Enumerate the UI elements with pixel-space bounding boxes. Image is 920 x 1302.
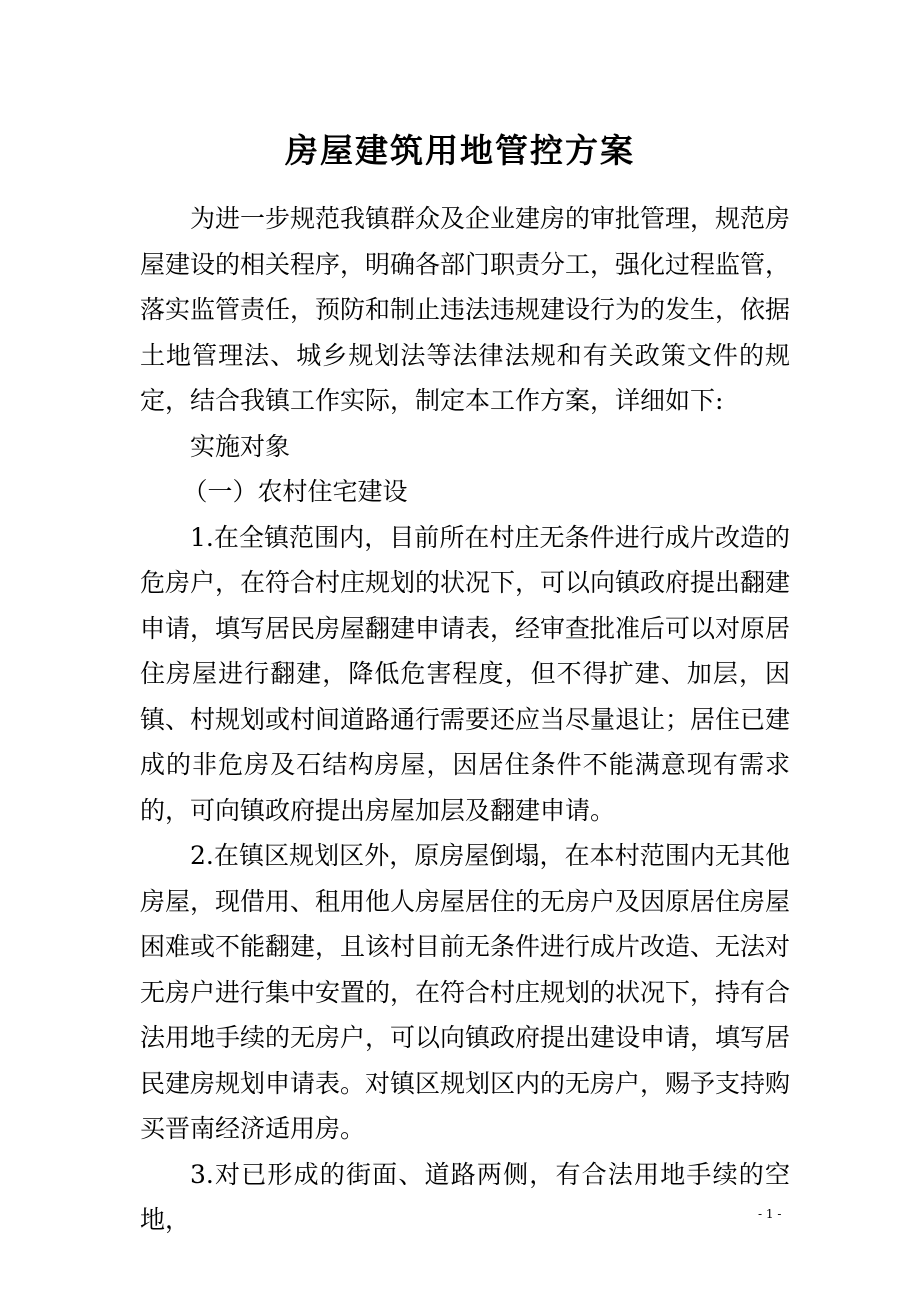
item-paragraph-3: 3.对已形成的街面、道路两侧，有合法用地手续的空地， xyxy=(140,1159,790,1234)
document-title: 房屋建筑用地管控方案 xyxy=(285,131,635,170)
document-body xyxy=(140,196,790,1243)
item-paragraph-1: 1.在全镇范围内，目前所在村庄无条件进行成片改造的危房户，在符合村庄规划的状况下，可以向镇政府提出翻建申请，填写居民房屋翻建申请表，经审查批准后可以对原居住房屋进行翻建，降低危害程度，但不得扩建、加层，因镇、村规划或村间道路通行需要还应当尽量退让；居住已建成的非危房及石结构房屋，因居住条件不能满意现有需求的，可向镇政府提出房屋加层及翻建申请。 xyxy=(140,522,791,825)
subsection-heading: （一）农村住宅建设 xyxy=(182,477,408,506)
intro-paragraph: 为进一步规范我镇群众及企业建房的审批管理，规范房屋建设的相关程序，明确各部门职责分工，强化过程监管，落实监管责任，预防和制止违法违规建设行为的发生，依据土地管理法、城乡规划法等法律法规和有关政策文件的规定，结合我镇工作实际，制定本工作方案，详细如下: xyxy=(140,204,791,415)
item-paragraph-2: 2.在镇区规划区外，原房屋倒塌，在本村范围内无其他房屋，现借用、租用他人房屋居住的无房户及因原居住房屋困难或不能翻建，且该村目前无条件进行成片改造、无法对无房户进行集中安置的，在符合村庄规划的状况下，持有合法用地手续的无房户，可以向镇政府提出建设申请，填写居民建房规划申请表。对镇区规划区内的无房户，赐予支持购买晋南经济适用房。 xyxy=(140,841,791,1143)
page-number: - 1 - xyxy=(758,1207,782,1221)
section-heading: 实施对象 xyxy=(190,431,291,461)
